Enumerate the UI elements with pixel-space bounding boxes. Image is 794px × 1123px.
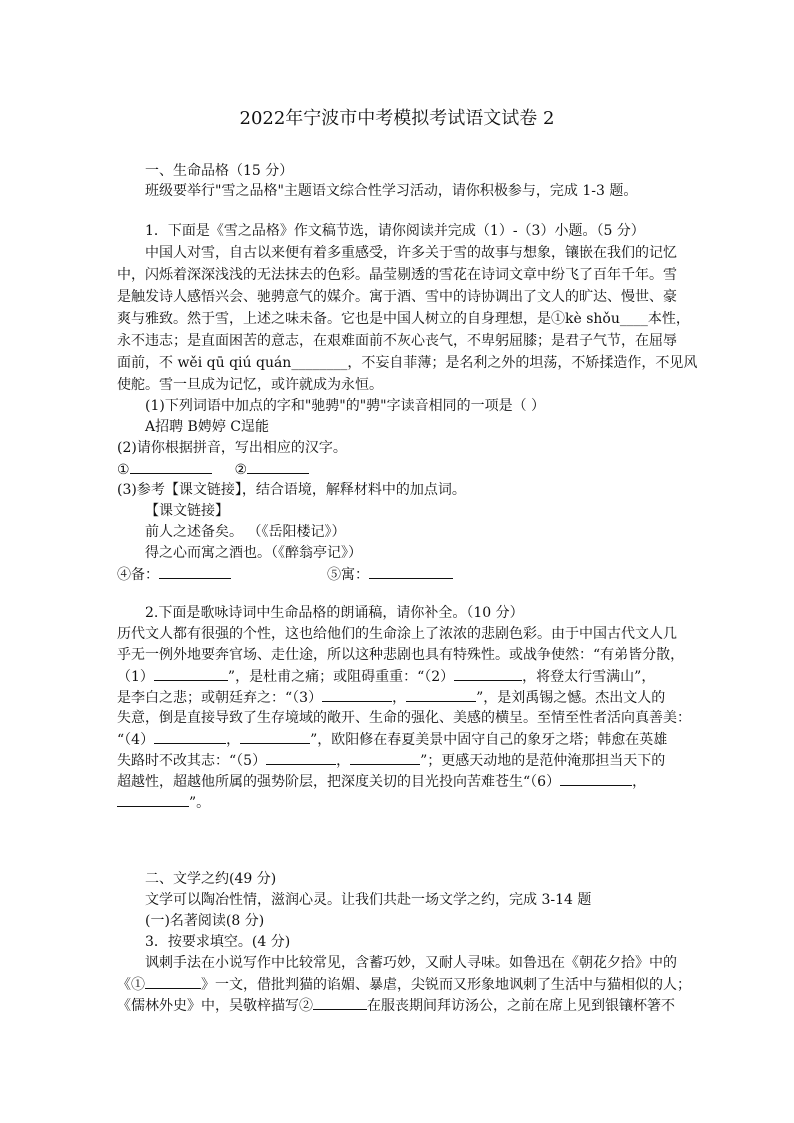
q2-line: 失路时不改其志：“（5） ， ”；更感天动地的是范仲淹那担当天下的 [117, 750, 665, 771]
exam-title: 2022年宁波市中考模拟考试语文试卷 2 [239, 108, 555, 129]
q2-line: （1） ”，是杜甫之痛；或阻碍重重：“（2） ，将登太行雪满山”， [117, 666, 655, 687]
q2-line: 失意，倒是直接导致了生存境域的敞开、生命的强化、美感的横呈。至情至性者活向真善美： [117, 710, 691, 726]
answer-blank[interactable] [145, 974, 201, 989]
section2-intro: 文学可以陶冶性情，滋润心灵。让我们共赴一场文学之约，完成 3-14 题 [145, 892, 592, 908]
q1-sub1: (1)下列词语中加点的字和"驰骋"的"骋"字读音相同的一项是（ ） [145, 398, 546, 414]
answer-blank[interactable] [154, 666, 228, 681]
q2-line: “（4） ， ”，欧阳修在春夏美景中固守自己的象牙之塔；韩愈在英雄 [117, 729, 667, 750]
q2-line: 乎无一例外地要奔官场、走仕途，所以这种悲剧也具有特殊性。或战争使然：“有弟皆分散， [117, 647, 685, 663]
q1-stem: 1．下面是《雪之品格》作文稿节选，请你阅读并完成（1）-（3）小题。（5 分） [145, 223, 645, 239]
answer-blank[interactable] [454, 666, 522, 681]
answer-blank[interactable] [240, 729, 310, 744]
link-heading: 【课文链接】 [145, 503, 229, 519]
q1-options: A招聘 B娉婷 C逞能 [145, 419, 270, 435]
section2-heading: 二、文学之约(49 分) [145, 871, 277, 887]
answer-blank[interactable] [369, 564, 453, 579]
link-line: 前人之述备矣。 （《岳阳楼记》） [145, 524, 346, 540]
answer-blank[interactable] [313, 995, 367, 1010]
q1-passage-line: 中国人对雪，自古以来便有着多重感受，许多关于雪的故事与想象，镶嵌在我们的记忆 [145, 245, 677, 261]
answer-blank[interactable] [406, 687, 476, 702]
answer-blank[interactable] [159, 564, 231, 579]
answer-blank[interactable] [350, 750, 420, 765]
section1-heading: 一、生命品格（15 分） [145, 163, 294, 179]
answer-blank[interactable] [117, 792, 189, 807]
q2-line: 历代文人都有很强的个性，这也给他们的生命涂上了浓浓的悲剧色彩。由于中国古代文人几 [117, 626, 677, 642]
q3-line: 《儒林外史》中，吴敬梓描写② 在服丧期间拜访汤公，之前在席上见到银镶杯箸不 [117, 995, 675, 1016]
answer-blank[interactable] [247, 459, 309, 474]
q1-passage-line: 使舵。雪一旦成为记忆，或许就成为永恒。 [117, 377, 383, 393]
q2-line: ”。 [117, 792, 210, 813]
answer-5: ⑤寓： [327, 564, 453, 585]
answer-blank[interactable] [130, 459, 212, 474]
q1-passage-line: 面前，不 wěi qū qiú quán________，不妄自菲薄；是名利之外的坦荡，不矫揉造作，不见风 [117, 355, 698, 371]
q3-line: 《① 》一文，借批判猫的谄媚、暴虐，尖锐而又形象地讽刺了生活中与猫相似的人； [117, 974, 691, 995]
answer-blank[interactable] [154, 729, 226, 744]
q2-line: 是李白之悲；或朝廷弃之：“（3） ， ”，是刘禹锡之憾。杰出文人的 [117, 687, 665, 708]
q1-passage-line: 永不违志；是直面困苦的意志，在艰难面前不灰心丧气，不卑躬屈膝；是君子气节，在屈辱 [117, 333, 677, 349]
q2-line: 超越性，超越他所属的强势阶层，把深度关切的目光投向苦难苍生“（6） ， [117, 771, 646, 792]
q1-sub2: (2)请你根据拼音，写出相应的汉字。 [117, 440, 347, 456]
q3-line: 讽刺手法在小说写作中比较常见，含蓄巧妙，又耐人寻味。如鲁迅在《朝花夕拾》中的 [145, 955, 677, 971]
blank-1-label: ① [117, 462, 130, 478]
q1-blanks [117, 459, 309, 480]
answer-4: ④备： [117, 564, 231, 585]
q1-passage-line: 是触发诗人感悟兴会、驰骋意气的媒介。寓于酒、雪中的诗协调出了文人的旷达、慢世、豪 [117, 289, 677, 305]
blank-2-label: ② [234, 462, 248, 478]
link-line: 得之心而寓之酒也。（《醉翁亭记》） [145, 545, 362, 561]
q3-stem: 3．按要求填空。(4 分) [145, 934, 291, 950]
section2-sub: (一)名著阅读(8 分) [145, 913, 265, 929]
answer-blank[interactable] [266, 750, 336, 765]
q2-stem: 2.下面是歌咏诗词中生命品格的朗诵稿，请你补全。（10 分） [145, 605, 524, 621]
q1-passage-line: 爽与雅致。然于雪，上述之味未备。它也是中国人树立的自身理想，是①kè shǒu____本性， [117, 311, 690, 327]
answer-blank[interactable] [322, 687, 392, 702]
q1-sub3: (3)参考【课文链接】，结合语境，解释材料中的加点词。 [117, 482, 466, 498]
section1-intro: 班级要举行"雪之品格"主题语文综合性学习活动，请你积极参与，完成 1-3 题。 [145, 183, 638, 199]
q1-passage-line: 中，闪烁着深深浅浅的无法抹去的色彩。晶莹剔透的雪花在诗词文章中纷飞了百年千年。雪 [117, 267, 677, 283]
answer-blank[interactable] [560, 771, 632, 786]
